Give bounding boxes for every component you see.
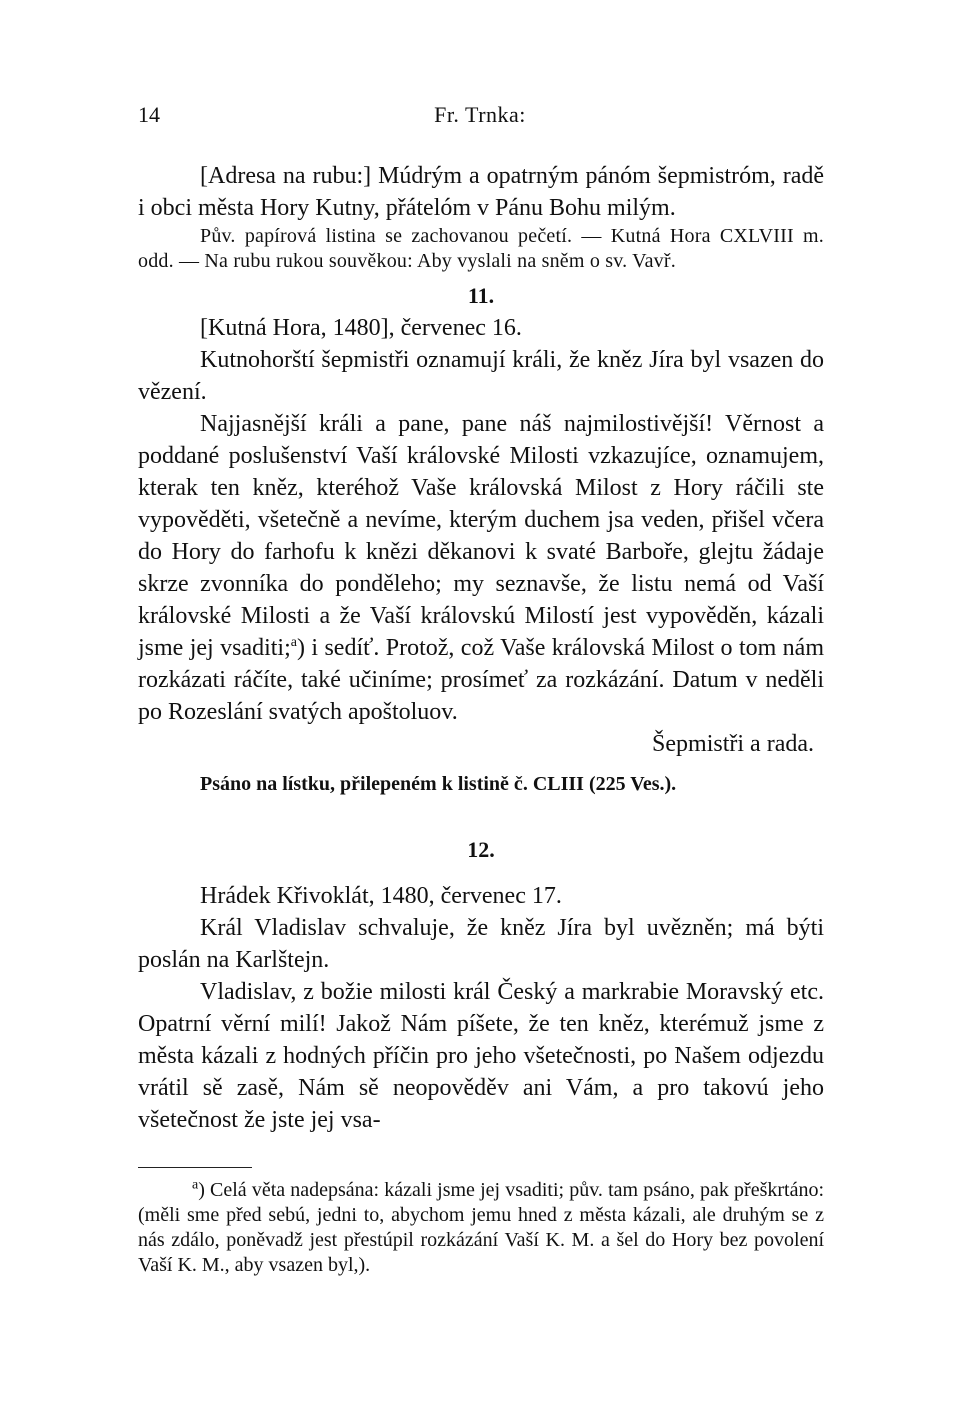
footnote-a bbox=[138, 1178, 824, 1278]
document-number-11: 11. bbox=[467, 283, 495, 308]
page-header bbox=[138, 102, 822, 136]
place-date-11: [Kutná Hora, 1480], červenec 16. bbox=[200, 315, 522, 341]
source-note-doc10: Pův. papírová listina se zachovanou pečetí. — Kutná Hora CXLVIII m. odd. — Na rubu rukou souvěkou: Aby vyslali na sněm o sv. Vavř. bbox=[138, 225, 824, 272]
address-paragraph: [Adresa na rubu:] Múdrým a opatrným pánóm šepmistróm, radě i obci města Hory Kutny, přátelóm v Pánu Bohu milým. bbox=[138, 163, 824, 221]
letter-body-11-part2: ) i sedíť. Protož, což Vaše královská Milost o tom nám rozkázati ráčíte, také učiníme; prosímeť za rozkázání. Datum v neděli po Rozeslání svatých apoštoluov. bbox=[138, 635, 824, 725]
running-title: Fr. Trnka: bbox=[434, 102, 526, 127]
document-number-12: 12. bbox=[467, 837, 495, 862]
footnote-marker-a: a bbox=[192, 1177, 199, 1193]
footnote-block bbox=[138, 1178, 824, 1278]
main-text bbox=[138, 160, 824, 1136]
page-number: 14 bbox=[138, 102, 160, 127]
summary-12: Král Vladislav schvaluje, že kněz Jíra byl uvězněn; má býti poslán na Karlštejn. bbox=[138, 915, 824, 973]
letter-body-12: Vladislav, z božie milosti král Český a markrabie Moravský etc. Opatrní věrní milí! Jakož Nám píšete, že ten kněz, kterémuž jsme z města kázali z hodných příčin pro jeho všetečnosti, po Našem odjezdu vrátil sě zasě, Nám sě neopověděv ani Vám, a pro takovú jeho všetečnost že jste jej vsa- bbox=[138, 979, 824, 1133]
footnote-reference-a: a bbox=[290, 635, 297, 650]
source-note-11: Psáno na lístku, přilepeném k listině č. CLIII (225 Ves.). bbox=[200, 773, 677, 795]
footnote-divider bbox=[138, 1167, 252, 1168]
place-date-12: Hrádek Křivoklát, 1480, červenec 17. bbox=[200, 883, 562, 909]
letter-body-11 bbox=[138, 408, 824, 728]
signature-11: Šepmistři a rada. bbox=[652, 731, 814, 757]
letter-body-11-part1: Najjasnější králi a pane, pane náš najmilostivější! Věrnost a poddané poslušenství Vaší královské Milosti vzkazujíce, oznamujem, kterak ten kněz, kteréhož Vaše královská Milost z Hory ráčili ste vypověděti, všetečně a nevíme, kterým duchem jsa veden, přišel včera do Hory do farhofu k knězi děkanovi k svaté Barboře, glejtu žádaje skrze zvonníka do ponděleho; my seznavše, že listu nemá od Vaší královské Milosti a že Vaší královskú Milostí jest vypověděn, kázali jsme jej vsaditi; bbox=[138, 411, 824, 661]
footnote-text: ) Celá věta nadepsána: kázali jsme jej vsaditi; pův. tam psáno, pak přeškrtáno: (měli sme před sebú, jedni to, abychom jemu hned z města kázali, ale druhým se z nás zdálo, poněvadž jest přestúpil rozkázání Vaší K. M. a šel do Hory bez povolení Vaší K. M., aby vsazen byl,). bbox=[138, 1179, 824, 1276]
summary-11: Kutnohorští šepmistři oznamují králi, že kněz Jíra byl vsazen do vězení. bbox=[138, 347, 824, 405]
